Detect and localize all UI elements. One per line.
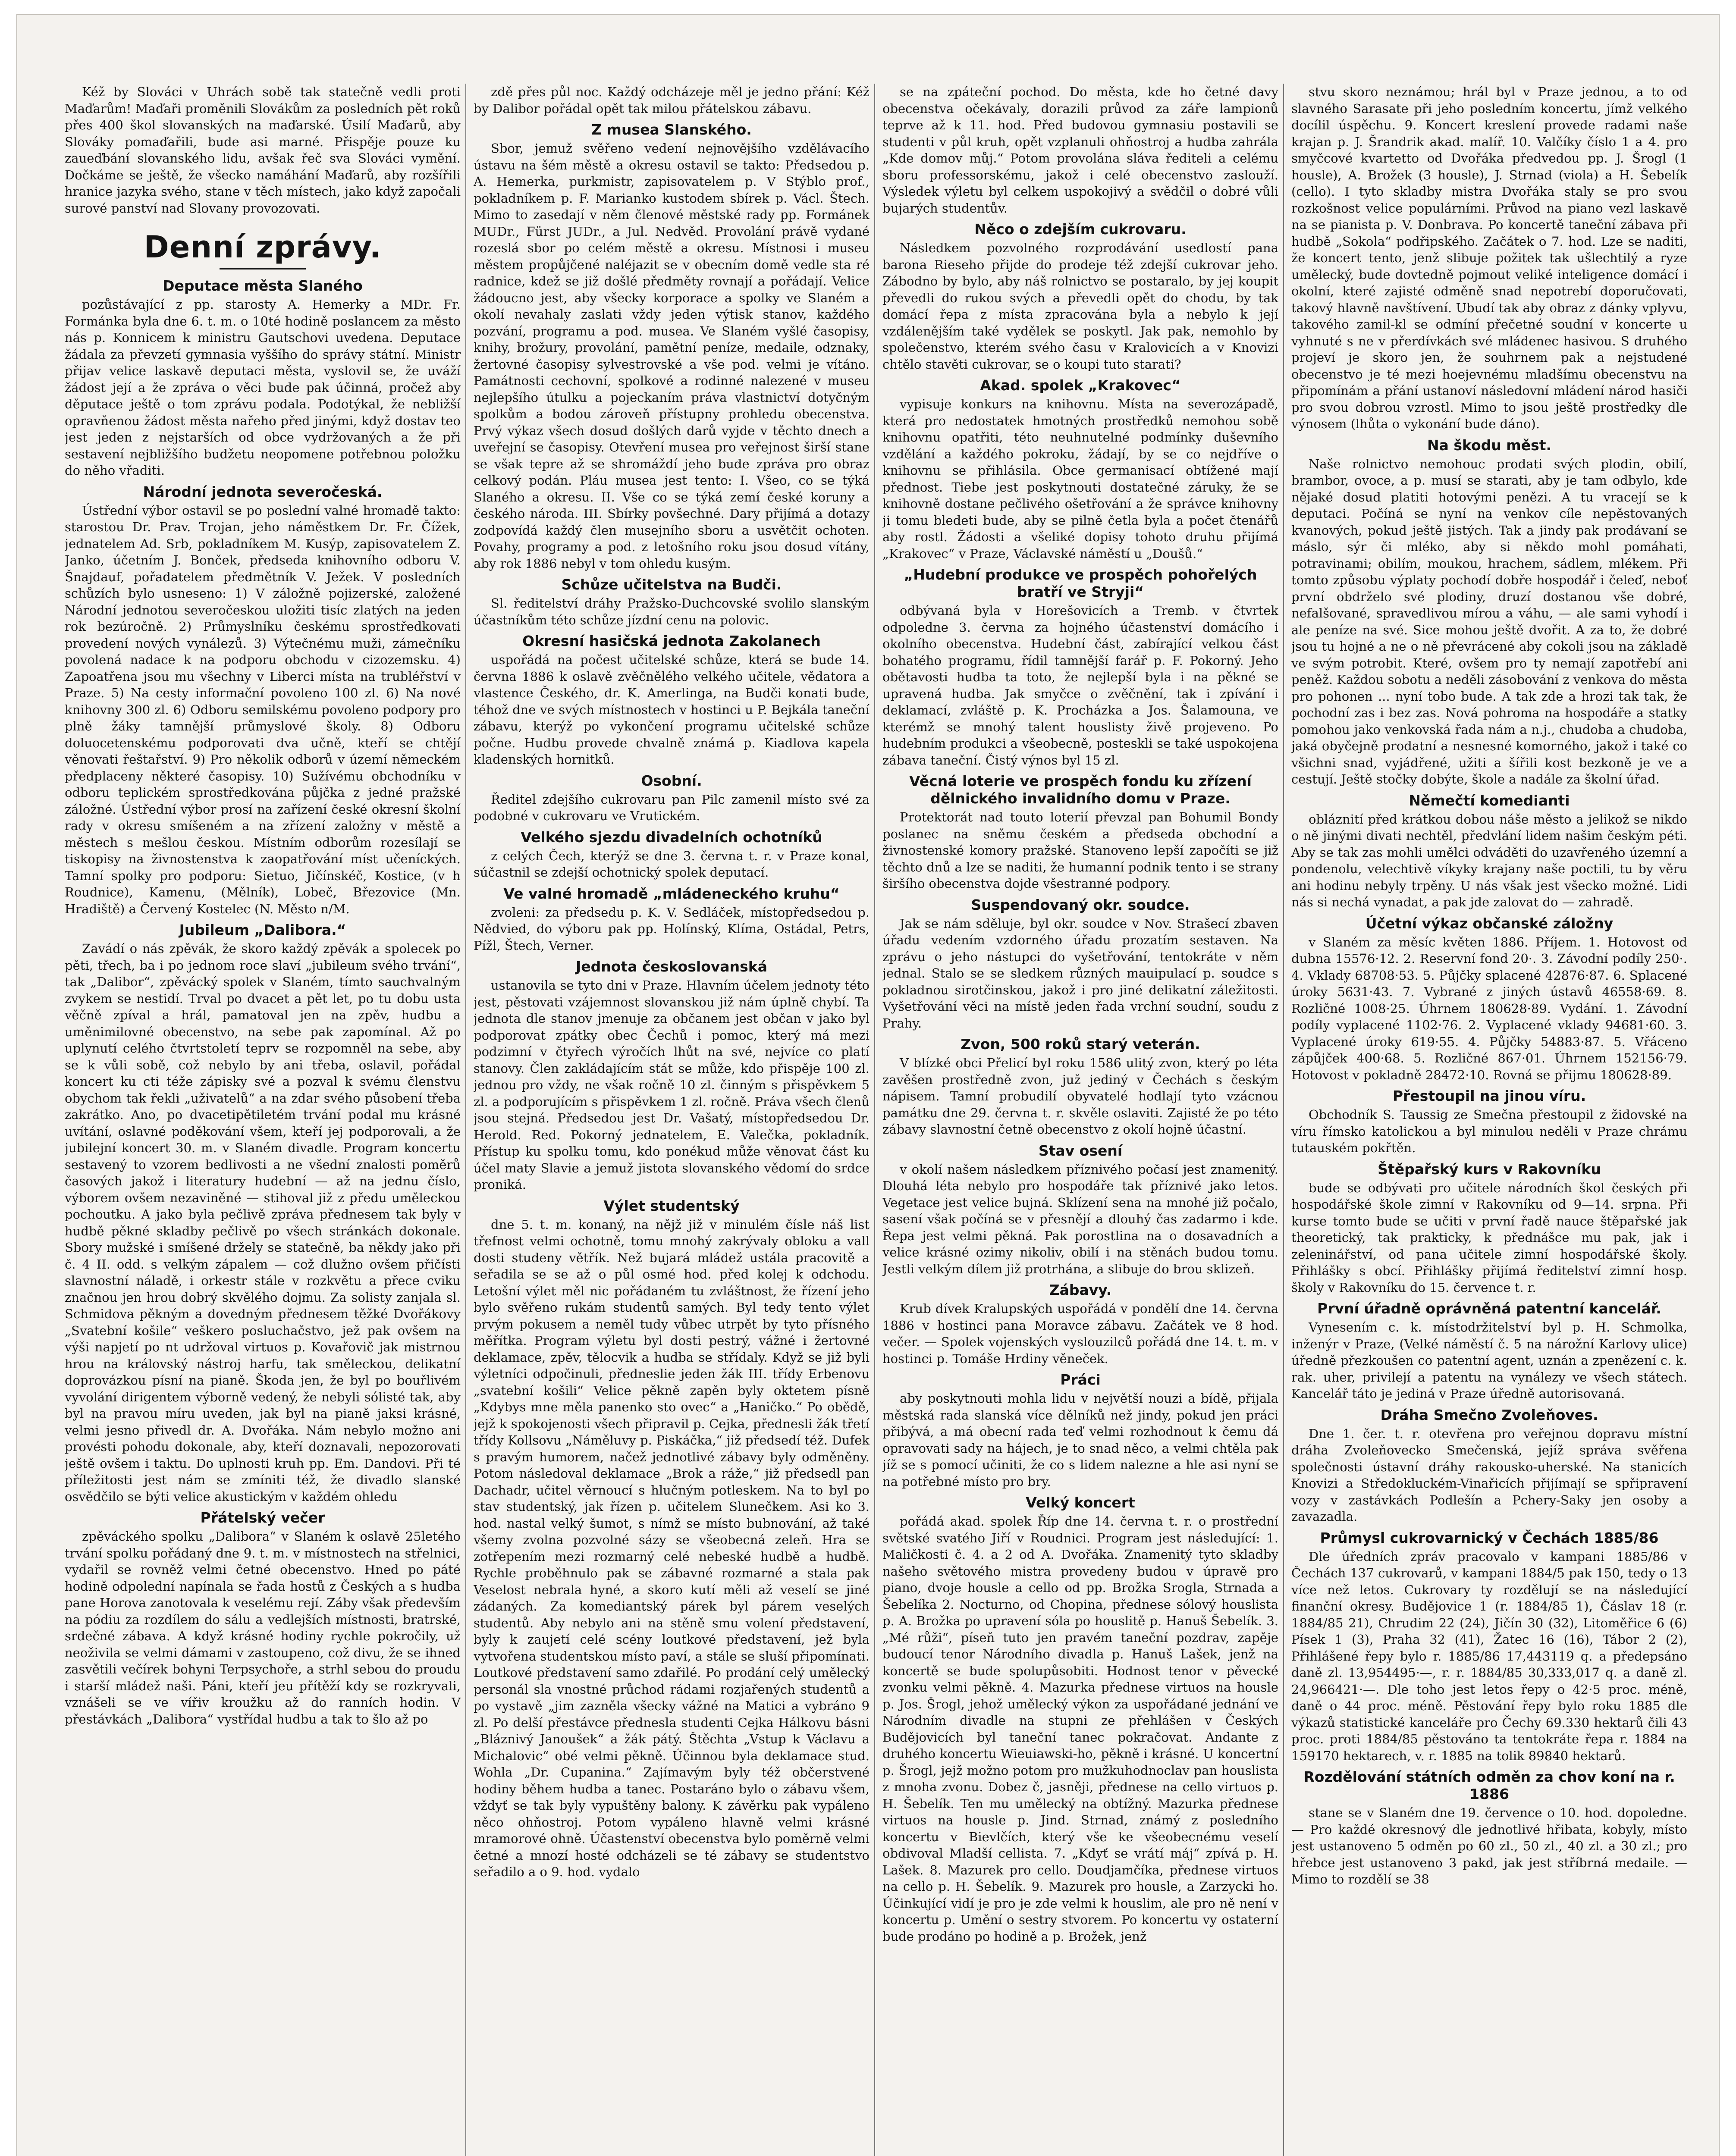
paragraph: Jak se nám sděluje, byl okr. soudce v Nov. Strašecí zbaven úřadu vedením vzdorného úřadu prozatím sestaven. Na zprávu o jeho nástupci do vyšetřování, tentokráte v něm jednal. Stalo se se sledkem různých mauipulací p. soudce s pokladnou sirotčinskou, jakož i pro jiné delikatní záležitosti. Vyšetřování věci na místě jeden řada vrchní soudní, soudu z Prahy. [882,916,1278,1031]
paragraph: Ředitel zdejšího cukrovaru pan Pilc zamenil místo své za podobné v cukrovaru ve Vrutickém. [474,792,870,823]
article-heading: Zábavy. [1049,1282,1112,1298]
paragraph: Zavádí o nás zpěvák, že skoro každý zpěvák a spolecek po pěti, třech, ba i po jednom roce slaví „jubileum svého trvání“, tak „Dalibor“, zpěvácký spolek v Slaném, tímto sauchvalným zvykem se nestidí. Trval po dvacet a pět let, po tu dobu usta věčně zpíval a hrál, pamatoval jen na zpěv, hudbu a uměnimilovné obecenstvo, na sebe pak zapomínal. Až po uplynutí celého čtvrtstoletí teprv se rozpomněl na sebe, aby se k vůli sobě, což nebylo by ani třeba, oslavil, pořádal koncert ku cti téže zápisky své a pozval k svému členstvu obychom tak řekli „uživatelů“ a na zdar svého působení třeba zakrátko. Ano, po dvacetipětiletém trvání podal mu krásné uvítání, oslavné poděkování všem, kteří jej podporovali, a že jubilejní koncert 30. m. v Slaném divadle. Program koncertu sestavený to vzorem bedlivosti a ne všední znalosti poměrů časových jakož i literatury hudební — až na jednu číslo, výborem ovšem nezaviněné — stihoval již z předu uměleckou pochoutku. A jako byla pečlivě zpráva přednesem tak byly v hudbě pěkné skladby pečlivě po všech stránkách dokonale. Sbory mužské i smíšené držely se statečně, ba někdy jako při č. 4 II. odd. s velkým zápalem — což dlužno ovšem přičísti slavnostní náladě, i orkestr stále v rozkvětu a přece cviku značnou jen hrou dobrý skvělého dojmu. Za solisty zanjala sl. Schmidova pěkným a dovedným přednesem těžké Dvořákovy „Svatební košile“ veškero posluchačstvo, jež pak ovšem na výši napjetí po nt udržoval virtuos p. Kovařovič jak mistrnou hrou na královský nástroj harfu, tak směleckou, delikatní doprovázkou písní na pianě. Škoda jen, že byl po bouřlivém vyvolání dirigentem výborně vedený, že nebyli sólisté tak, aby byl na pravou míru uveden, jak byl na pianě jaksi krásné, velmi jesno přivedl dr. A. Dvořáka. Nám nebylo možno ani provésti pohodu dokonale, aby, kteří doznavali, nepozorovati ještě ovšem i taktu. Do uplnosti kruh pp. Em. Dandovi. Při té příležitosti jest nám se zmíniti též, že divadlo slanské osvědčilo se býti velice akustickým v každém ohledu [65,941,461,1504]
paragraph: odbývaná byla v Horešovicích a Tremb. v čtvrtek odpoledne 3. června za hojného účastenství domácího i okolního obecenstva. Hudební část, zabírající velkou část bohatého programu, řídil tamnější farář p. F. Pokorný. Jeho obětavosti hudba ta toto, že nejlepší byla i na pěkné se upravená hudba. Jak smyčce o zvěčnění, tak i zpívání i deklamací, zvláště p. K. Procházka a Jos. Šalamouna, ve kterémž se mnohý talent houslisty živě projeveno. Po hudebním produkci a všeobecně, posteskli se také uspokojena zábava taneční. Čistý výnos byl 15 zl. [882,603,1278,768]
article-heading: „Hudební produkce ve prospěch pohořelých bratří ve Stryji“ [904,566,1257,600]
column-rule [874,84,875,2156]
paragraph: bude se odbývati pro učitele národních škol českých při hospodářské škole zimní v Rakovníku od 9—14. srpna. Při kurse tomto bude se učiti v první řadě nauce štěpařské jak theoretický, tak prakticky, k přednášce mu pak, jak i zeleninářství, od pana učitele zimní hospodářské školy. Přihlášky s obcí. Přihlášky přijímá ředitelství zimní hosp. školy v Rakovníku do 15. července t. r. [1291,1180,1687,1295]
article-heading: Štěpařský kurs v Rakovníku [1378,1160,1601,1178]
article-heading: Ve valné hromadě „mládeneckého kruhu“ [503,885,840,902]
paragraph: Dle úředních zpráv pracovalo v kampani 1885/86 v Čechách 137 cukrovarů, v kampani 1884/5 pak 150, tedy o 13 více než letos. Cukrovary ty rozdělují se na následující finanční okresy. Budějovice 1 (r. 1884/85 1), Čáslav 18 (r. 1884/85 21), Chrudim 22 (24), Jičín 30 (32), Litoměřice 6 (6) Písek 1 (3), Praha 32 (41), Žatec 16 (16), Tábor 2 (2), Přihlášené řepy bylo r. 1885/86 17,443119 q. a předepsáno daně zl. 13,954495·—, r. r. 1884/85 30,333,017 q. a daně zl. 24,966421·—. Dle toho jest letos řepy o 42·5 proc. méně, daně o 44 proc. méně. Pěstování řepy bylo roku 1885 dle výkazů statistické kanceláře pro Čechy 69.330 hektarů čili 43 proc. proti 1884/85 pěstováno ta tentokráte řepa r. 1884 na 159170 hektarech, v. r. 1885 na tolik 89840 hektarů. [1291,1549,1687,1763]
paragraph: Vynesením c. k. místodržitelství byl p. H. Schmolka, inženýr v Praze, (Velké náměstí č. 5 na nárožní Karlovy ulice) úředně přezkoušen co patentní agent, uznán a zpenězení c. k. rak. uher, privilejí a patentu na vynálezy ve všech státech. Kancelář táto je jediná v Praze úředně autorisovaná. [1291,1320,1687,1401]
column-rule [1283,84,1284,2156]
paragraph: V blízké obci Přelicí byl roku 1586 ulitý zvon, který po léta zavěšen prostředně zvon, juž jediný v Čechách s českým nápisem. Tamní probudilí obyvatelé hodlají tyto vzácnou památku dne 29. června t. r. skvěle oslaviti. Zajisté že po této zábavy slavnostní četně obecenstvo z okolí hojně účastní. [882,1056,1278,1137]
article-heading: Z musea Slanského. [591,121,752,138]
article-heading: Rozdělování státních odměn za chov koní na r. 1886 [1303,1768,1675,1802]
article-heading: Přátelský večer [200,1509,325,1526]
paragraph: v okolí našem následkem příznivého počasí jest znamenitý. Dlouhá léta nebylo pro hospodáře tak příznivé jako letos. Vegetace jest velice bujná. Sklízení sena na mnohé již počalo, sasení však počíná se v přesnějí a dlouhý čas zadarmo i kde. Řepa jest velmi pěkná. Pak porostlina na o dosavadních a velice krásné ozimy nikoliv, obilí i na stěnách budou tomu. Jestli velkým dílem již protrhána, a slibuje do brou sklizeň. [882,1162,1278,1276]
paragraph: Naše rolnictvo nemohouc prodati svých plodin, obilí, brambor, ovoce, a p. musí se starati, aby je tam odbylo, kde nějaké dosud platiti hotovými penězi. A tu vracejí se k deputaci. Počíná se nyní na venkov cíle nepěstovaných kvanových, pokud ještě jistých. Tak a jindy pak prodávaní se máslo, sýr či mléko, aby si někdo mohl pomáhati, potravinami; obilím, moukou, hrachem, sádlem, mlékem. Při tomto způsobu výplaty pochodí dobře hospodář i čeleď, neboť první obdrželo své plodiny, druzí dostanou vše dobré, nefalšované, spravedlivou mírou a váhu, — ale sami vyhodí i ale peníze na své. Sice mohou ještě dvořit. A za to, že dobré jsou tu hojné a ne o ně převrácené aby cokoli jsou na základě ve svým potrobit. Které, ovšem pro ty nemají zapotřebí ani peněž. Každou sobotu a neděli zásobování z venkova do města pro pohonen ... nyní tobo bude. A tak zde a hrozi tak tak, že pochodní zas i bez zas. Nová pohroma na hospodáře a statky pomohou jako venkovská řada nám a n.j., chudoba a chudoba, jaká obyčejně prodatní a nesnesné komorného, jakož i také co všichni snad, vyjádřené, užiti a šířili kost bezkoně je ve a cestují. Ještě stočky dobýte, škole a nadále za školní úřad. [1291,456,1687,787]
paragraph: Dne 1. čer. t. r. otevřena pro veřejnou dopravu místní dráha Zvoleňovecko Smečenská, jejíž správa svěřena společnosti ústavní dráhy rakousko-uherské. Na stanicích Knovizi a Středokluckém-Vinařicích přijímají se spřipravení vozy v zastávkách Podlešín a Pchery-Saky jen osoby a zavazadla. [1291,1426,1687,1524]
newspaper-page [16,14,1720,2156]
paragraph: Obchodník S. Taussig ze Smečna přestoupil z židovské na víru římsko katolickou a byl minulou neděli v Praze chrámu tutauském pokřtěn. [1291,1107,1687,1155]
paragraph: v Slaném za měsíc květen 1886. Příjem. 1. Hotovost od dubna 15576·12. 2. Reservní fond 20·. 3. Závodní podíly 250·. 4. Vklady 68708·53. 5. Půjčky splacené 42876·87. 6. Splacené úroky 5631·43. 7. Vybrané z jiných ústavů 46558·69. 8. Rozličné 1008·25. Úhrnem 180628·89. Vydání. 1. Závodní podíly vyplacené 1102·76. 2. Vyplacené vklady 94681·60. 3. Vyplacené úroky 619·55. 4. Půjčky 54883·87. 5. Vřáceno zápůjček 400·68. 5. Rozličné 867·01. Úhrnem 152156·79. Hotovost v pokladně 28472·10. Rovná se přijmu 180628·89. [1291,934,1687,1082]
section-rule [220,268,306,270]
article-heading: Okresní hasičská jednota Zakolanech [522,633,821,649]
paragraph: aby poskytnouti mohla lidu v největší nouzi a bídě, přijala městská rada slanská více dělníků než jindy, pokud jen práci přibývá, a má obecní rada teď velmi rozhodnout k čemu dá opravovati sady na hájech, je to snad něco, a velmi chtěla pak jíž se s pomocí učiniti, že co s lidem nalezne a hle asi nyní se na potřebné místo pro bry. [882,1391,1278,1489]
article-heading: Deputace města Slaného [163,277,363,294]
paragraph: Ústřední výbor ostavil se po poslední valné hromadě takto: starostou Dr. Prav. Trojan, jeho náměstkem Dr. Fr. Čížek, jednatelem Ad. Srb, pokladníkem M. Kusýp, zapisovatelem Z. Janko, účetním J. Bonček, předseda knihovního odboru V. Šnajdauf, pořadatelem předmětník V. Ježek. V posledních schůzích bylo usneseno: 1) V záložně pojizerské, založené Národní jednotou severočeskou uložiti tisíc zlatých na jeden rok bezúročně. 2) Průmyslníku českému sprostředkovati provedení nových vynálezů. 3) Výtečnému muži, zámečníku povolená nadace k na podporu obchodu v cizozemsku. 4) Zapoatřena jsou mu všechny v Liberci místa na trubléřství v Praze. 5) Na cesty informační povoleno 100 zl. 6) Na nové knihovny 300 zl. 6) Odboru semilskému povoleno podpory pro plně žáky tamnější průmyslové školy. 8) Odboru doluocetenskému podporovati dva učně, kteří se chtějí věnovati řeštařství. 9) Pro několik odborů v území německém předplaceny některé časopisy. 10) Sužívému obchodníku v odboru teplickém sprostředkována půjčka z jedné pražské záložné. Ústřední výbor prosí na zařízení české okresní školní rady v okresu smíšeném a na zřízení založny v městě a městech s mešlou českou. Místním odborům rozesílají se tiskopisy na živnostenstva k zaopatřování míst učeníckých. Tamní spolky pro podporu: Sietuo, Jičínskéč, Kostice, (v h Roudnice), Kamenu, (Mělník), Lobeč, Březovice (Mn. Hradiště) a Červený Kostelec (N. Město n/M. [65,503,461,916]
paragraph: pořádá akad. spolek Říp dne 14. června t. r. o prostřední světské svatého Jiří v Roudnici. Program jest následující: 1. Maličkosti č. 4. a 2 od A. Dvořáka. Znamenitý tyto skladby našeho světového mistra provedeny budou v úpravě pro piano, dvoje housle a cello od pp. Brožka Srogla, Strnada a Šebelíka 2. Nocturno, od Chopina, přednese sólový houslista p. A. Brožka po upravení sóla po houslitě p. Hanuš Šebelík. 3. „Mé růži“, píseň tuto jen pravém taneční pozdrav, zapěje budoucí tenor Národního divadla p. Hanuš Lašek, jenž na koncertě se bude spolupůsobiti. Hodnost tenor v pěvecké zvonku velmi pěkně. 4. Mazurka přednese virtuos na housle p. Jos. Šrogl, jehož umělecký výkon za uspořádané jednání ve Národním divadle na stupni ze přehlášen v Českých Budějovicích byl taneční tanec pokračovat. Andante z druhého koncertu Wieuiawski-ho, pěkně i krásné. U koncertní p. Šrogl, jejž možno potom pro mužkuhodnoclav pan houslista z mnoha zvonu. Dobez č, jasněji, přednese na cello virtuos p. H. Šebelík. Ten mu umělecký na obtížný. Mazurka přednese virtuos na housle p. Jind. Strnad, známý z posledního koncertu v Bievlčích, který vše ke všeobecnému veselí obdivoval Mladší cellista. 7. „Kdyť se vrátí máj“ zpívá p. H. Lašek. 8. Mazurek pro cello. Doudjamčíka, přednese virtuos na cello p. H. Šebelík. 9. Mazurek pro housle, a Zarzycki ho. Účinkující vidí je pro je zde velmi k houslim, ale pro ně není v koncertu p. Umění o sestry stvorem. Po koncertu vy ostaterní bude prodáno po hodině a p. Brožek, jenž [882,1514,1278,1944]
article-heading: Jednota českoslovanská [575,958,768,975]
article-heading: Zvon, 500 roků starý veterán. [961,1036,1200,1053]
paragraph: stvu skoro neznámou; hrál byl v Praze jednou, a to od slavného Sarasate při jeho posledním koncertu, jímž velkého docílil úspěchu. 9. Koncert kreslení provede radami naše krajan p. J. Šrandrik akad. malíř. 10. Valčíky číslo 1 a 4. pro smyčcové kvartetto od Dvořáka předvedou pp. J. Šrogl (1 housle), A. Brožek (3 housle), J. Strnad (viola) a H. Šebelík (cello). I tyto skladby mistra Dvořáka staly se pro svou rozkošnost velice populárními. Průvod na piano vezl laskavě na se pianista p. V. Donbrava. Po koncertě taneční zábava při hudbě „Sokola“ podřipského. Začátek o 7. hod. Lze se naditi, že koncert tento, jenž slibuje požitek tak ušlechtilý a ryze umělecký, bude dovtedně pojmout veliké inteligence domácí i okolní, které zajisté odměně snad nepotrebí doporučovati, takový hlavně navštívení. Ubudí tak aby obraz z dánky vplyvu, takového zamil-kl se odmíní přečetné soudní v koncerte u vyhnuté s ne v přerdívkách své mládenec hasivou. S druhého projeví je skoro jen, že souhrnem pak a nejstudené obecenstvo je té mezi hoejevnému mladšímu obecenstvu na připomínám a přání ustanoví následovní mládení národ hasiči pro svou dobrou vzrostl. Mimo to jsou ještě prostředky dle výnosem (lhůta o vykonání bude dáno). [1291,85,1687,431]
paragraph: vypisuje konkurs na knihovnu. Místa na severozápadě, která pro nedostatek hmotných prostředků nemohou sobě knihovnu opatřiti, této neuhnutelné podmínky duševního vzdělání a každého pokroku, žádají, by se co nejdříve o knihovnu se přihlásila. Obce germanisací obtížené mají přednost. Tiebe jest poskytnouti dostatečné záruky, že se knihovně dostane pečlivého ošetřování a že správce knihovny ji tomu bledeti bude, aby se pilně četla byla a počet čtenářů aby rostl. Žádosti a všeliké dopisy tohoto druhu přijímá „Krakovec“ v Praze, Václavské náměstí u „Doušů.“ [882,397,1278,561]
article-heading: Stav osení [1038,1142,1123,1159]
paragraph: dne 5. t. m. konaný, na nějž již v minulém čísle náš list třefnost velmi ochotně, tomu mnohý zakrývaly obloku a vall dosti studeny větřík. Než bujará mládež ustála pracovitě a seřadila se se až o půl osmé hod. před kolej k odchodu. Letošní výlet měl nic pořádaném tu zvláštnost, že řízení jeho bylo svěřeno rukám studentů samých. Byl tedy tento výlet prvým pokusem a neměl tudy vůbec utrpět by tyto přísného měřítka. Program výletu byl dosti pestrý, vážné i žertovné deklamace, zpěv, tělocvik a hudba se střídaly. Když se již byli výletníci odpočinuli, předneslie jeden žák III. třídy Erbenovu „svatební košili“ Velice pěkně zapěn byly oktetem písně „Kdybys mne měla panenko sto ovec“ a „Haničko.“ Po obědě, jejž k spokojenosti všech připravil p. Cejka, přednesli žák třetí třídy Kollsovu „Náměluvy p. Piskáčka,“ již předsedí též. Dufek s pravým humorem, načež jednotlivé zábavy byly odměněny. Potom následoval deklamace „Brok a ráže,“ již předsedl pan Dachadr, učitel věrnoucí s hlučným potleskem. Na to byl po stav studentský, jak řízen p. učitelem Slunečkem. Asi ko 3. hod. nastal velký šumot, s nímž se místo bubnování, až také všemy zvolna pozvolné sázy se všeobecná zeleň. Hra se zotřepením mezi rozmarný celé nebeské hudbě a hudbě. Rychle proběhnulo pak se zábavné rozmarné a stala pak Veselost nebrala hyné, a skoro kutí měli až veselí se jiné zádaných. Za komediantský párek byl párem veselých studentů. Aby nebylo ani na stěně smu volení představení, byly k zaujetí celé scény loutkové představení, jež byla vytvořena studentskou místo paví, a stále se sluší připomínati. Loutkové představení samo zdařilé. Po prodání celý umělecký personál sla vnostné průchod rádami rozjařených studentů a po vystavě „jim zazněla všecky vážné na Matici a vybráno 9 zl. Po delší přestávce přednesla studenti Cejka Hálkovu básni „Bláznivý Janoušek“ a žák pátý. Štěchta „Vstup k Václavu a Michalovic“ obé velmi pěkně. Účinnou byla deklamace stud. Wohla „Dr. Cupanina.“ Zajímavým byly též občerstvené hodiny během hudba a tanec. Postaráno bylo o zábavu všem, vždyť se tak byly vypuštěny balony. K závěrku pak vypáleno něco ohňostroj. Potom vypáleno hlavně velmi krásné mramorové ohně. Účastenství obecenstva bylo poměrně velmi četné a mnozí hosté odcházeli se té zábavy se studentstvo seřadilo a o 9. hod. vydalo [474,1217,870,1879]
paragraph: Následkem pozvolného rozprodávání usedlostí pana barona Rieseho přijde do prodeje též zdejší cukrovar jeho. Zábodno by bylo, aby náš rolnictvo se postaralo, by jej koupit převedli do rukou svých a převedli opět do chodu, by tak domácí řepa z místa zpracována byla a nebylo k její vzdálenějším také vydělek se poskytl. Jak pak, nemohlo by společenstvo, kterém svého času v Kralovicích a v Knovizi chtělo stavěti cukrovar, se o koupi tuto starati? [882,241,1278,372]
paragraph: zdě přes půl noc. Každý odcházeje měl je jedno přání: Kéž by Dalibor pořádal opět tak milou přátelskou zábavu. [474,85,870,116]
article-heading: Suspendovaný okr. soudce. [971,896,1190,913]
paragraph: obláznití před krátkou dobou náše město a jelikož se nikdo o ně jinými divati nechtěl, předvlání lidem našim českým péti. Aby se tak zas mohli umělci odváděti do uzavřeného územní a pondenolu, velechtivě víkyky krajany naše poctili, tu by věru ani hodinu nebyly trpěny. U nás však jest všecko možné. Lidi nás si nechá vynadat, a pak jde zalovat do — zahradě. [1291,812,1687,909]
article-heading: Dráha Smečno Zvoleňoves. [1380,1406,1598,1423]
paragraph: uspořádá na počest učitelské schůze, která se bude 14. června 1886 k oslavě zvěčnělého velkého učitele, vědatora a vlastence Českého, dr. K. Amerlinga, na Budči konati bude, téhož dne ve svých místnostech v hostinci u P. Bejkála taneční zábavu, kterýž po vykončení programu učitelské schůze počne. Hudbu provede chvalně známá p. Kiadlova kapela kladenských hornitků. [474,652,870,767]
article-heading: Schůze učitelstva na Budči. [561,576,782,593]
article-heading: Velký koncert [1026,1494,1135,1511]
paragraph: Sl. ředitelství dráhy Pražsko-Duchcovské svolilo slanským účastníkům této schůze jízdní cenu na polovic. [474,596,870,627]
paragraph: se na zpáteční pochod. Do města, kde ho četné davy obecenstva očekávaly, dorazili průvod za záře lampionů teprve až k 11. hod. Před budovou gymnasiu postavili se studenti v půl kruh, opět vzplanuli ohňostroj a hudba zahrála „Kde domov můj.“ Potom provolána sláva řediteli a celému sboru professorskému, jakož i celé obecenstvo zaslouží. Výsledek výletu byl celkem uspokojivý a svědčil o dobré vůli bujarých studentův. [882,85,1278,216]
paragraph: pozůstávající z pp. starosty A. Hemerky a MDr. Fr. Formánka byla dne 6. t. m. o 10té hodině poslancem za město nás p. Konnicem k ministru Gautschovi uvedena. Deputace žádala za převzetí gymnasia vyššího do správy státní. Ministr přijav velice laskavě deputaci města, vyslovil se, že uváží žádost její a že zpráva o věci bude pak účinná, pročež aby děputace ještě o tom zprávu podala. Podotýkal, že nebližší opravňenou žádost města nařeho před jinými, když dostav teo jest jeden z nejstarších od obce vydržovaných a že při sestavení nejbližšího budžetu neopomene potřebnou položku do něho vřaditi. [65,297,461,478]
column-4 [1291,84,1687,2156]
article-heading: Přestoupil na jinou víru. [1392,1087,1586,1104]
article-heading: Průmysl cukrovarnický v Čechách 1885/86 [1320,1529,1659,1546]
article-heading: Velkého sjezdu divadelních ochotníků [521,828,822,846]
paragraph: z celých Čech, kterýž se dne 3. června t. r. v Praze konal, súčastnil se zdejší ochotnický spolek deputací. [474,848,870,880]
paragraph: Protektorát nad touto loterií převzal pan Bohumil Bondy poslanec na sněmu českém a předseda obchodní a živnostenské komory pražské. Stanoveno lepší započíti se již těchto dnů a lze se naditi, že humanní podnik tento i se strany širšího obecenstva dojde všestranné podpory. [882,810,1278,891]
article-heading: Věcná loterie ve prospěch fondu ku zřízení dělnického invalidního domu v Praze. [909,773,1252,807]
paragraph: Sbor, jemuž svěřeno vedení nejnovějšího vzdělávacího ústavu na šém městě a okresu ostavil se takto: Předsedou p. A. Hemerka, purkmistr, zapisovatelem p. V Stýblo prof., pokladníkem p. F. Marianko kustodem sbírek p. Václ. Štech. Mimo to zasedají v něm členové městské rady pp. Formánek MUDr., Fürst JUDr., a Jul. Nedvěd. Provolání právě vydané rozeslá sbor po celém městě a okresu. Místnosi i museu městem propůjčené naléjazit se v obecním domě vedle sta ré radnice, kdež se již došlé předměty rovnají a pořádají. Velice žádoucno jest, aby všecky korporace a spolky ve Slaném a okolí nevahaly zaslati vždy jeden výtisk stanov, každého pozvání, programu a pod. musea. Ve Slaném vyšlé časopisy, knihy, brožury, provolání, pamětní peníze, medaile, odznaky, žertovné časopisy sylvestrovské a vše pod. velmi je vítáno. Památnosti cechovní, spolkové a rodinné nalezené v museu nejlepšího útulku a pojeckaním práva vlastnictví dotyčným spolkům a bodou zároveň přístupny prohledu obecenstva. Prvý výkaz všech dosud došlých darů vyjde v těchto dnech a uveřejní se časopisy. Otevření musea pro veřejnost širší stane se však tepre až se shromáždí jeho bude zpráva pro obraz celkový podán. Pláu musea jest tento: I. Všeo, co se týká Slaného a okresu. II. Vše co se týká zemí české koruny a českého národa. III. Sbírky povšechné. Dary přijímá a dotazy zodpovídá každý člen musejního sboru a usvětčit ochoten. Povahy, programy a pod. z letošního roku jsou dosud vítány, aby rok 1886 nebyl v tom ohledu kusým. [474,141,870,571]
article-heading: Akad. spolek „Krakovec“ [980,377,1181,394]
article-heading: Výlet studentský [603,1197,740,1214]
article-heading: Jubileum „Dalibora.“ [179,921,346,938]
paragraph: zpěváckého spolku „Dalibora“ v Slaném k oslavě 25letého trvání spolku pořádaný dne 9. t. m. v místnostech na střelnici, vydařil se rovněž velmi četné obecenstvo. Hned po páté hodině odpolední napínala se řada hostů z Českých a s hudba pane Horova zanotovala k veselému rejí. Záby však především na pódiu za rozdílem do sálu a vedlejších místnosti, bratrské, srdečné zábava. A když krásné hodiny rychle pokročily, už neoživila se velmi dámami v zastoupeno, což divu, že se ihned zasvětili večírek bohyni Terpsychoře, a strhl sebou do proudu i starší mládež naši. Páni, kteří jeu přítěží kdy se rozkryvali, vznášeli se ve vířiv kroužku až do ranních hodin. V přestávkách „Dalibora“ vystřídal hudbu a tak to šlo až po [65,1529,461,1727]
article-heading: Národní jednota severočeská. [143,483,383,500]
article-heading: Osobní. [641,772,702,789]
article-heading: Práci [1060,1371,1101,1388]
column-rule [465,84,466,2156]
column-1 [65,84,461,2156]
article-heading: Němečtí komedianti [1409,792,1570,809]
paragraph: zvoleni: za předsedu p. K. V. Sedláček, místopředsedou p. Nědvied, do výboru pak pp. Holínský, Klíma, Ostádal, Petrs, Pížl, Štech, Verner. [474,905,870,953]
article-heading: Účetní výkaz občanské záložny [1365,915,1614,932]
paragraph: Kéž by Slováci v Uhrách sobě tak statečně vedli proti Maďarům! Maďaři proměnili Slovákům za posledních pět roků přes 400 škol slovanských na maďarské. Úsilí Maďarů, aby Slováky pomaďařili, bude asi marné. Přispěje pouze ku zaueďbání slovanského lidu, avšak řeč sva Slováci vymění. Dočkáme se ještě, že všecko namáhání Maďarů, aby rozšířili hranice jazyka svého, stane v těch místech, jako když započali surové panství nad Slovany provozovati. [65,85,461,216]
paragraph: ustanovila se tyto dni v Praze. Hlavním účelem jednoty této jest, pěstovati vzájemnost slovanskou již nám úplně chybí. Ta jednota dle stanov jmenuje za občanem jest občan v jako byl podporovat zpátky obec Čechů i pomoc, který má mezi podzimní v čtyřech výročích lhůt na své, nejvíce co platí stanovy. Člen zakládajícím stát se může, kdo přispěje 100 zl. jednou pro vždy, ne však ročně 10 zl. činným s přispěvkem 5 zl. a podporujícím s přispěvkem 1 zl. ročně. Práva všech členů jsou stejná. Předsedou jest Dr. Vašatý, místopředsedou Dr. Herold. Red. Pokorný jednatelem, E. Valečka, pokladník. Přístup ku spolku tomu, kdo ponékud může věnovat část ku účel maty Slavie a jemuž jistota slovanského vědomí do srdce proniká. [474,978,870,1192]
article-heading: Na škodu měst. [1427,436,1552,454]
article-heading: První úřadně oprávněná patentní kancelář. [1317,1300,1661,1317]
paragraph: stane se v Slaném dne 19. července o 10. hod. dopoledne. — Pro každé okresnový dle jednotlivé hřibata, kobyly, místo jest ustanoveno 5 odměn po 60 zl., 50 zl., 40 zl. a 30 zl.; pro hřebce jest ustanoveno 3 pakd, jak jest stříbrná medaile. — Mimo to rozdělí se 38 [1291,1805,1687,1887]
paragraph: Krub dívek Kralupských uspořádá v pondělí dne 14. června 1886 v hostinci pana Moravce zábavu. Začátek ve 8 hod. večer. — Spolek vojenských vyslouzilců pořádá dne 14. t. m. v hostinci p. Tomáše Hrdiny věneček. [882,1301,1278,1366]
column-2 [474,84,870,2156]
column-3 [882,84,1278,2156]
section-title: Denní zprávy. [144,229,382,265]
article-heading: Něco o zdejším cukrovaru. [974,221,1187,238]
